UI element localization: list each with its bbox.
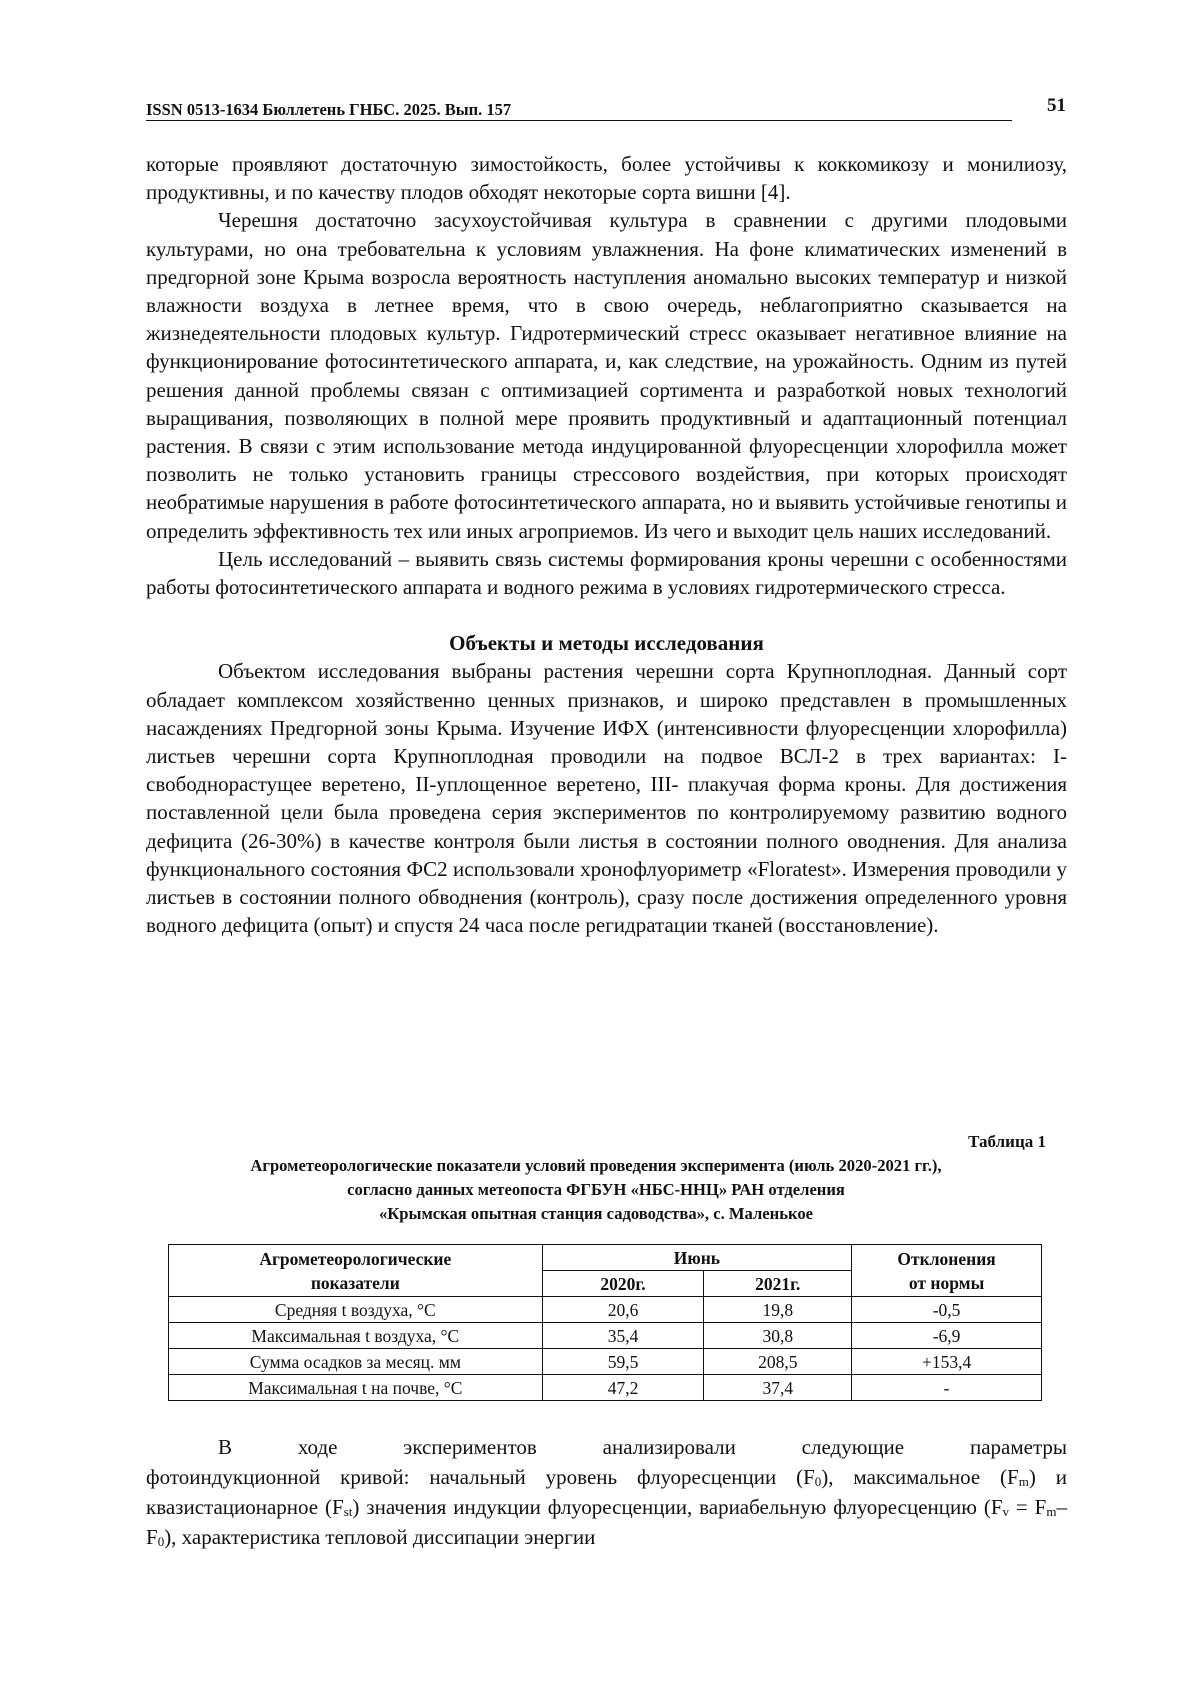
header-month: Июнь <box>542 1245 852 1271</box>
page-number: 51 <box>1047 95 1066 116</box>
paragraph-2: Черешня достаточно засухоустойчивая культура в сравнении с другими плодовыми культурами, но она требовательна к условиям увлажнения. На фоне климатических изменений в предгорной зоне Крыма возросла вероятность наступления аномально высоких температур и низкой влажности воздуха в летнее время, что в свою очередь, неблагоприятно сказывается на жизнедеятельности плодовых культур. Гидротермический стресс оказывает негативное влияние на функционирование фотосинтетического аппарата, и, как следствие, на урожайность. Одним из путей решения данной проблемы связан с оптимизацией сортимента и разработкой новых технологий выращивания, позволяющих в полной мере проявить продуктивный и адаптационный потенциал растения. В связи с этим использование метода индуцированной флуоресценции хлорофилла может позволить не только установить границы стрессового воздействия, при которых происходят необратимые нарушения в работе фотосинтетического аппарата, но и выявить устойчивые генотипы и определить эффективность тех или иных агроприемов. Из чего и выходит цель наших исследований. <box>146 208 1067 543</box>
table-title-line-2: согласно данных метеопоста ФГБУН «НБС-ННЦ» РАН отделения <box>347 1180 845 1199</box>
table-row <box>169 1323 1042 1349</box>
header-2021: 2021г. <box>704 1271 852 1297</box>
paragraph-3: Цель исследований – выявить связь системы формирования кроны черешни с особенностями работы фотосинтетического аппарата и водного режима в условиях гидротермического стресса. <box>146 546 1067 600</box>
journal-citation: ISSN 0513-1634 Бюллетень ГНБС. 2025. Вып. 157 <box>146 100 512 119</box>
header-rule <box>146 120 1012 121</box>
section-heading: Объекты и методы исследования <box>449 631 764 656</box>
value-2020: 47,2 <box>542 1375 704 1401</box>
value-deviation: +153,4 <box>852 1349 1042 1375</box>
closing-line-1: В ходе экспериментов анализировали следующие параметры <box>218 1435 1067 1459</box>
table-title-line-3: «Крымская опытная станция садоводства», с. Маленькое <box>378 1204 814 1223</box>
header-indicators: Агрометеорологические показатели <box>169 1245 543 1297</box>
row-label: Средняя t воздуха, °С <box>169 1297 543 1323</box>
row-label: Максимальная t на почве, °С <box>169 1375 543 1401</box>
value-2021: 37,4 <box>704 1375 852 1401</box>
table-row <box>169 1375 1042 1401</box>
value-2021: 19,8 <box>704 1297 852 1323</box>
value-deviation: -6,9 <box>852 1323 1042 1349</box>
paragraph-4: Объектом исследования выбраны растения черешни сорта Крупноплодная. Данный сорт обладает комплексом хозяйственно ценных признаков, и широко представлен в промышленных насаждениях Предгорной зоны Крыма. Изучение ИФХ (интенсивности флуоресценции хлорофилла) листьев черешни сорта Крупноплодная проводили на подвое ВСЛ-2 в трех вариантах: I- свободнорастущее веретено, II-уплощенное веретено, III- плакучая форма кроны. Для достижения поставленной цели была проведена серия экспериментов по контролируемому развитию водного дефицита (26-30%) в качестве контроля были листья в состоянии полного оводнения. Для анализа функционального состояния ФС2 использовали хронофлуориметр «Floratest». Измерения проводили у листьев в состоянии полного обводнения (контроль), сразу после достижения определенного уровня водного дефицита (опыт) и спустя 24 часа после регидратации тканей (восстановление). <box>146 659 1067 938</box>
paragraph-1: которые проявляют достаточную зимостойкость, более устойчивы к коккомикозу и монилиозу, продуктивны, и по качеству плодов обходят некоторые сорта вишни [4]. <box>146 152 1067 205</box>
row-label: Сумма осадков за месяц. мм <box>169 1349 543 1375</box>
table-number: Таблица 1 <box>968 1132 1046 1151</box>
value-2021: 208,5 <box>704 1349 852 1375</box>
value-deviation: -0,5 <box>852 1297 1042 1323</box>
table-title-line-1: Агрометеорологические показатели условий проведения эксперимента (июль 2020-2021 гг.), <box>250 1156 942 1175</box>
row-label: Максимальная t воздуха, °С <box>169 1323 543 1349</box>
header-2020: 2020г. <box>542 1271 704 1297</box>
value-2020: 35,4 <box>542 1323 704 1349</box>
value-2020: 59,5 <box>542 1349 704 1375</box>
table-caption <box>146 1130 1046 1226</box>
value-2021: 30,8 <box>704 1323 852 1349</box>
running-header <box>146 92 1066 122</box>
main-text <box>146 150 1067 939</box>
table-row <box>169 1297 1042 1323</box>
agrometeorological-table <box>168 1244 1042 1401</box>
header-deviation: Отклонения от нормы <box>852 1245 1042 1297</box>
value-2020: 20,6 <box>542 1297 704 1323</box>
closing-paragraph: фотоиндукционной кривой: начальный уровень флуоресценции $(F_0)$, максимальное $(F_m)$ и квазистационарное $(F_{st})$ значения индукции флуоресценции, вариабельную флуоресценцию $(F_v = F_m-F_0)$, характеристика тепловой диссипации энергии <box>146 1465 1067 1549</box>
value-deviation: - <box>852 1375 1042 1401</box>
table-row <box>169 1349 1042 1375</box>
closing-text <box>146 1432 1067 1552</box>
